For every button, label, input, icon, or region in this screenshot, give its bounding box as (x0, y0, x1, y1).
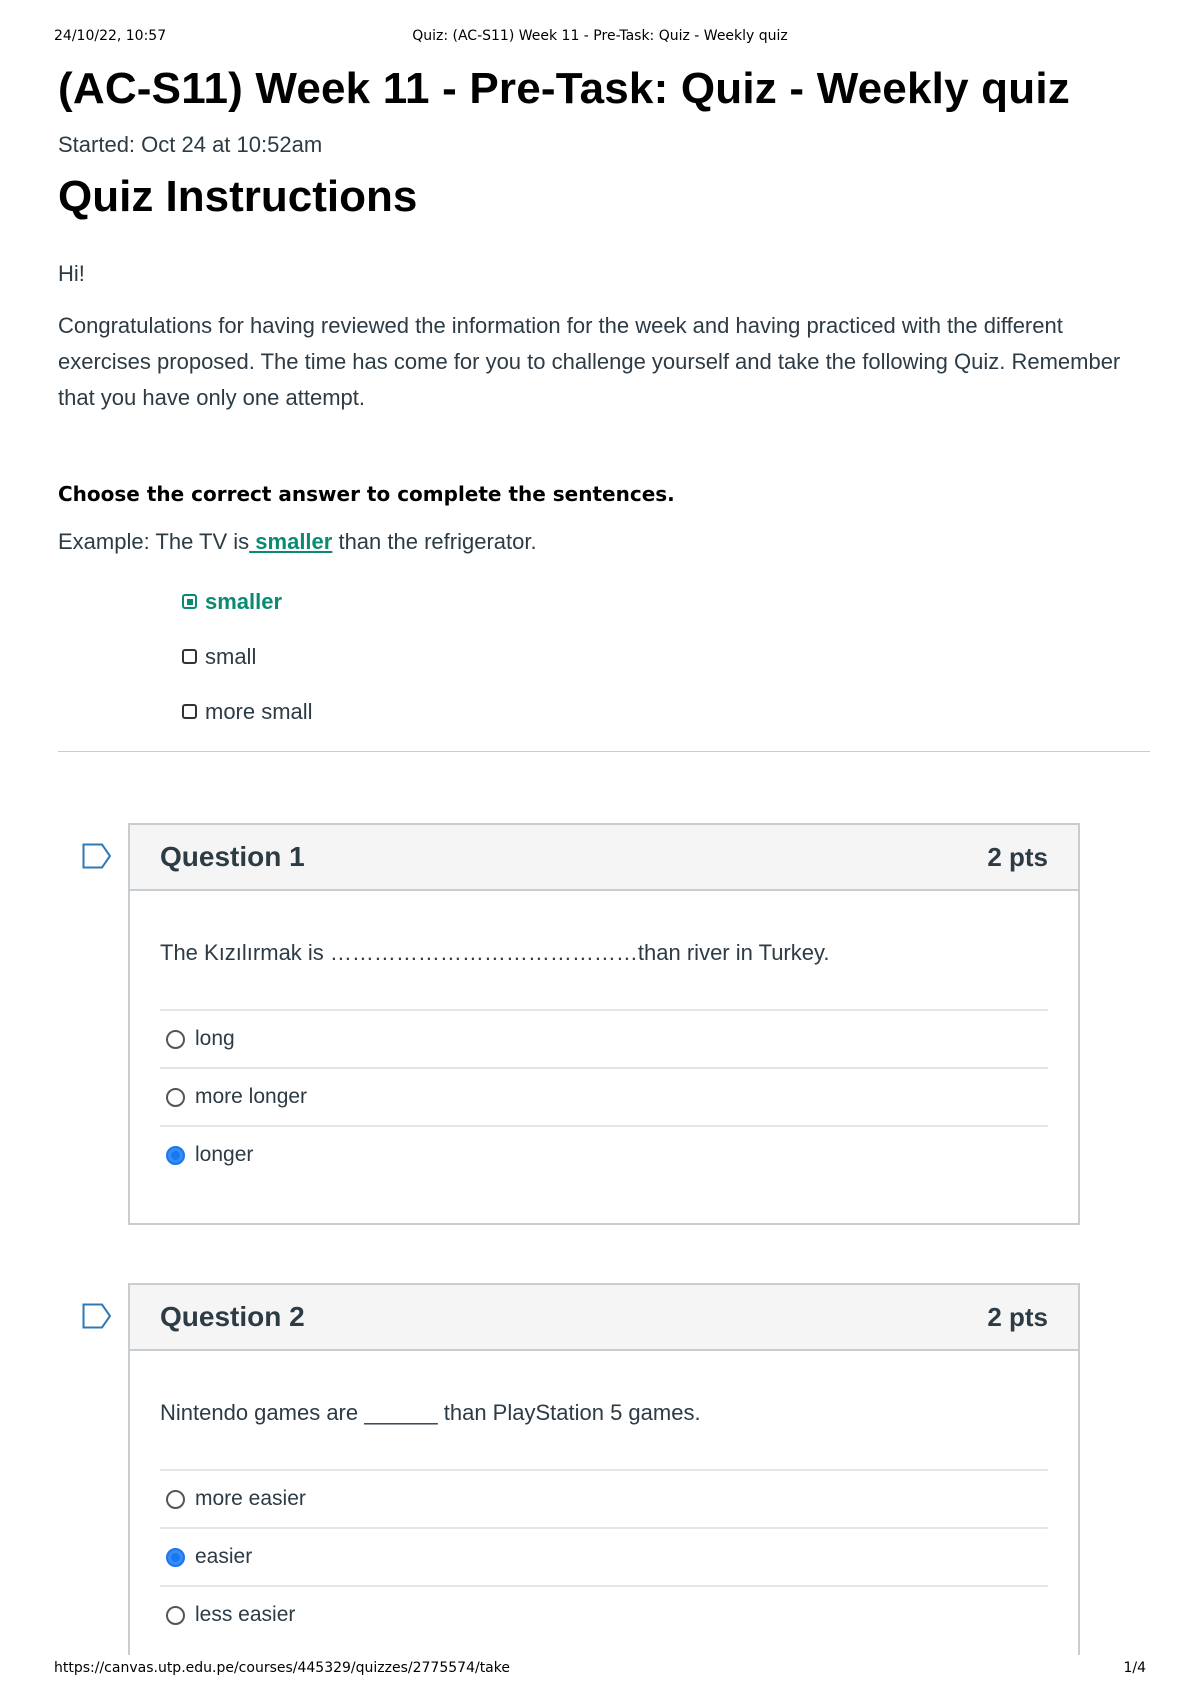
example-option (182, 684, 1150, 739)
flag-question-icon[interactable] (82, 1303, 112, 1329)
instructions-body: Congratulations for having reviewed the information for the week and having practiced with the different exercises proposed. The time has come for you to challenge yourself and take the following Quiz. Remember that you have only one attempt. (58, 313, 1121, 410)
empty-box-icon (182, 649, 197, 664)
print-date: 24/10/22, 10:57 (54, 28, 167, 44)
answer-label: more longer (195, 1085, 308, 1108)
answer-label: less easier (195, 1603, 296, 1626)
print-url: https://canvas.utp.edu.pe/courses/445329/quizzes/2775574/take (54, 1660, 510, 1676)
example-option-label: smaller (205, 588, 283, 614)
question-points: 2 pts (987, 1301, 1048, 1332)
answer-label: long (195, 1027, 235, 1050)
answer-option[interactable] (160, 1011, 1048, 1069)
answer-label: easier (195, 1545, 253, 1568)
task-instruction: Choose the correct answer to complete the sentences. (58, 482, 675, 506)
question-card-1 (128, 823, 1080, 1225)
example-option-label: more small (205, 698, 313, 724)
radio-button-selected[interactable] (166, 1146, 185, 1165)
greeting-text: Hi! (58, 261, 85, 286)
answer-list (160, 1469, 1048, 1643)
question-text: The Kızılırmak is ……………………………………than river in Turkey. (160, 940, 830, 965)
answer-label: longer (195, 1143, 254, 1166)
started-timestamp: Started: Oct 24 at 10:52am (58, 132, 323, 157)
question-header (130, 825, 1078, 891)
answer-option[interactable] (160, 1069, 1048, 1127)
radio-button[interactable] (166, 1606, 185, 1625)
example-option (182, 629, 1150, 684)
print-footer (54, 1660, 1146, 1680)
question-body (130, 1351, 1078, 1643)
checked-box-icon (182, 594, 197, 609)
question-points: 2 pts (987, 841, 1048, 872)
question-header (130, 1285, 1078, 1351)
example-before: Example: The TV is (58, 529, 250, 554)
question-card-2 (128, 1283, 1080, 1655)
print-doc-title: Quiz: (AC-S11) Week 11 - Pre-Task: Quiz - Weekly quiz (412, 28, 788, 44)
question-text: Nintendo games are ______ than PlayStation 5 games. (160, 1400, 701, 1425)
print-page-number: 1/4 (1123, 1660, 1146, 1676)
answer-option[interactable] (160, 1127, 1048, 1183)
radio-button-selected[interactable] (166, 1548, 185, 1567)
example-sentence (58, 524, 1150, 560)
radio-button[interactable] (166, 1030, 185, 1049)
quiz-content (58, 62, 1150, 752)
question-title: Question 1 (160, 841, 305, 872)
answer-label: more easier (195, 1487, 306, 1510)
instructions-heading: Quiz Instructions (58, 172, 418, 221)
example-after: than the refrigerator. (332, 529, 537, 554)
answer-option[interactable] (160, 1529, 1048, 1587)
section-divider (58, 751, 1150, 752)
radio-button[interactable] (166, 1088, 185, 1107)
print-header (54, 28, 1146, 48)
question-title: Question 2 (160, 1301, 305, 1332)
answer-option[interactable] (160, 1587, 1048, 1643)
example-option-label: small (205, 643, 257, 669)
example-answer: smaller (249, 529, 333, 554)
example-options (182, 574, 1150, 739)
question-body (130, 891, 1078, 1223)
flag-question-icon[interactable] (82, 843, 112, 869)
empty-box-icon (182, 704, 197, 719)
radio-button[interactable] (166, 1490, 185, 1509)
example-option (182, 574, 1150, 629)
page-title: (AC-S11) Week 11 - Pre-Task: Quiz - Weekly quiz (58, 64, 1070, 113)
answer-option[interactable] (160, 1471, 1048, 1529)
answer-list (160, 1009, 1048, 1183)
